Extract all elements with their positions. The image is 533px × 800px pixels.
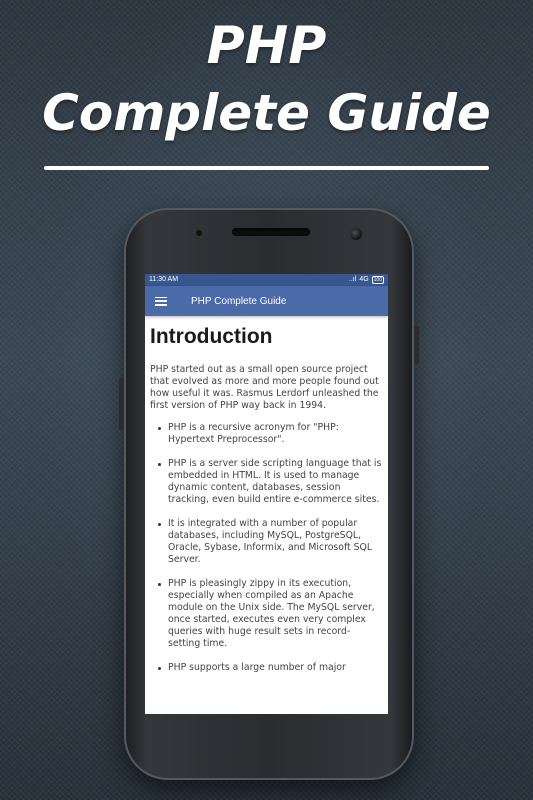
promo-title-line1: PHP <box>206 16 327 76</box>
status-time: 11:30 AM <box>149 276 179 283</box>
network-type: 4G <box>359 276 369 283</box>
phone-screen <box>145 274 388 714</box>
promo-title-line2: Complete Guide <box>42 84 491 142</box>
battery-icon: 100 <box>373 277 382 283</box>
article-content[interactable] <box>145 316 388 674</box>
power-button <box>414 326 419 364</box>
volume-button <box>119 378 124 430</box>
status-bar <box>145 274 388 286</box>
app-bar <box>145 286 388 316</box>
phone-frame <box>124 208 414 780</box>
app-title: PHP Complete Guide <box>191 295 287 307</box>
intro-paragraph: PHP started out as a small open source project that evolved as more and more people found out how useful it was. Rasmus Lerdorf unleashed the first version of PHP way back in 1994. <box>150 364 379 411</box>
earpiece-speaker <box>232 228 310 236</box>
promo-underline <box>44 166 489 170</box>
feature-list <box>150 422 382 674</box>
list-item: PHP supports a large number of major <box>168 662 382 674</box>
list-item: PHP is a server side scripting language that is embedded in HTML. It is used to manage dynamic content, databases, session tracking, even build entire e-commerce sites. <box>168 458 382 505</box>
list-item: PHP is pleasingly zippy in its execution, especially when compiled as an Apache module on the Unix side. The MySQL server, once started, executes even very complex queries with huge result sets in record-setting time. <box>168 578 382 650</box>
signal-icon: ..ıl <box>348 276 357 283</box>
proximity-sensor <box>196 230 202 236</box>
front-camera-icon <box>350 228 362 240</box>
page-title: Introduction <box>150 325 273 348</box>
hamburger-menu-icon[interactable] <box>155 297 167 306</box>
promo-title <box>0 14 533 148</box>
list-item: PHP is a recursive acronym for "PHP: Hypertext Preprocessor". <box>168 422 382 446</box>
list-item: It is integrated with a number of popular databases, including MySQL, PostgreSQL, Oracle, Sybase, Informix, and Microsoft SQL Server. <box>168 518 382 566</box>
